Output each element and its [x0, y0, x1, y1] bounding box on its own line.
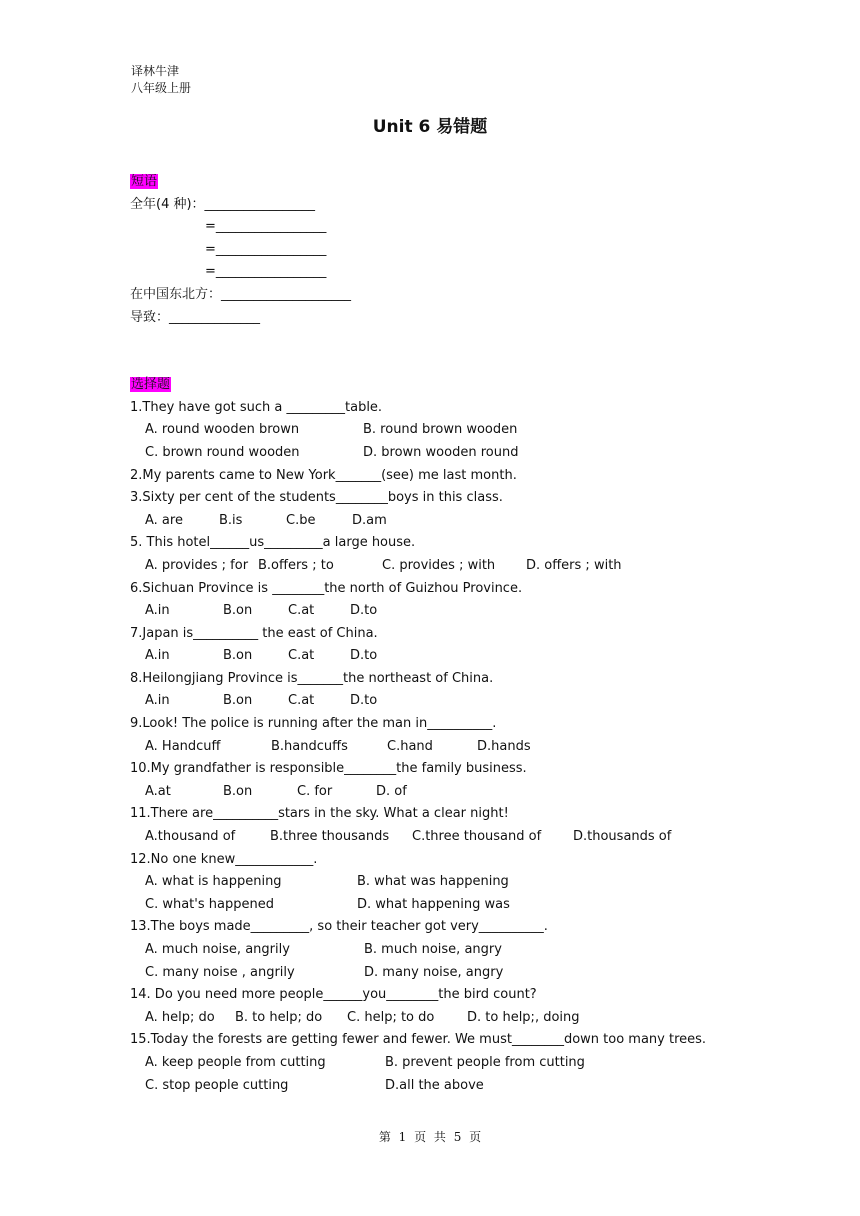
option-row — [130, 781, 810, 804]
page-footer: 第 1 页 共 5 页 — [378, 1130, 482, 1144]
answer-option: A.at — [145, 783, 171, 799]
option-row — [130, 1075, 810, 1098]
answer-option: B.on — [223, 648, 253, 664]
question-stem: 6.Sichuan Province is ________the north of Guizhou Province. — [130, 580, 523, 596]
question-stem: 1.They have got such a _________table. — [130, 399, 383, 415]
phrase-item: =_________________ — [205, 219, 327, 235]
option-row — [130, 826, 810, 849]
question-list — [130, 397, 810, 1097]
document-body — [130, 171, 810, 1097]
answer-option: A.in — [145, 603, 170, 619]
option-row — [130, 600, 810, 623]
option-row — [130, 939, 810, 962]
phrase-item: =_________________ — [205, 264, 327, 280]
choice-heading: 选择题 — [131, 377, 171, 393]
phrase-item: 全年(4 种)：_________________ — [130, 196, 316, 212]
option-row — [130, 555, 810, 578]
answer-option: C.at — [288, 603, 315, 619]
answer-option: B.on — [223, 783, 253, 799]
answer-option: B.on — [223, 603, 253, 619]
answer-option: C.at — [288, 693, 315, 709]
option-row — [130, 962, 810, 985]
question-stem: 2.My parents came to New York_______(see) me last month. — [130, 467, 517, 483]
answer-option: B. what was happening — [357, 874, 509, 890]
option-row — [130, 871, 810, 894]
answer-option: D. what happening was — [357, 896, 510, 912]
phrase-item: =_________________ — [205, 241, 327, 257]
answer-option: D.all the above — [385, 1077, 484, 1093]
answer-option: D.thousands of — [573, 829, 672, 845]
option-row — [130, 510, 810, 533]
option-row — [130, 1007, 810, 1030]
answer-option: D. to help;, doing — [467, 1009, 580, 1025]
answer-option: D. brown wooden round — [363, 444, 519, 460]
phrase-item: 在中国东北方：____________________ — [130, 286, 352, 302]
answer-option: D. offers ; with — [526, 557, 622, 573]
option-row — [130, 894, 810, 917]
answer-option: D.am — [352, 512, 387, 528]
answer-option: D.to — [350, 648, 378, 664]
phrases-heading: 短语 — [131, 174, 158, 189]
answer-option: C. what's happened — [145, 896, 274, 912]
answer-option: A. much noise, angrily — [145, 942, 290, 957]
answer-option: D. many noise, angry — [364, 964, 504, 980]
question-stem: 11.There are__________stars in the sky. What a clear night! — [130, 806, 509, 822]
option-row — [130, 1052, 810, 1075]
question-stem: 13.The boys made_________, so their teacher got very__________. — [130, 919, 548, 935]
question-stem: 7.Japan is__________ the east of China. — [130, 625, 378, 641]
answer-option: B. prevent people from cutting — [385, 1054, 585, 1070]
answer-option: C. help; to do — [347, 1009, 435, 1025]
answer-option: C.be — [286, 512, 316, 528]
answer-option: B.handcuffs — [271, 738, 348, 754]
answer-option: A. what is happening — [145, 874, 282, 890]
option-row — [130, 736, 810, 759]
answer-option: C. provides ; with — [382, 557, 496, 573]
answer-option: A. provides ; for — [145, 557, 249, 573]
option-row — [130, 419, 810, 442]
answer-option: A. round wooden brown — [145, 422, 300, 438]
answer-option: C.hand — [387, 738, 433, 754]
answer-option: B.on — [223, 693, 253, 709]
answer-option: B. round brown wooden — [363, 422, 518, 438]
answer-option: A. help; do — [145, 1009, 215, 1025]
answer-option: B. much noise, angry — [364, 942, 502, 957]
answer-option: A.in — [145, 648, 170, 664]
answer-option: C.at — [288, 648, 315, 664]
question-stem: 5. This hotel______us_________a large house. — [130, 535, 416, 551]
option-row — [130, 645, 810, 668]
answer-option: D.to — [350, 603, 378, 619]
question-stem: 15.Today the forests are getting fewer and fewer. We must________down too many trees. — [130, 1032, 707, 1048]
grade-label: 八年级上册 — [131, 81, 192, 95]
answer-option: A. Handcuff — [145, 738, 221, 754]
question-stem: 14. Do you need more people______you________the bird count? — [130, 987, 537, 1003]
answer-option: C. brown round wooden — [145, 444, 300, 460]
publisher-label: 译林牛津 — [131, 64, 180, 78]
answer-option: B.is — [219, 512, 243, 528]
question-stem: 10.My grandfather is responsible________the family business. — [130, 761, 527, 777]
option-row — [130, 442, 810, 465]
answer-option: C. stop people cutting — [145, 1077, 289, 1093]
question-stem: 12.No one knew____________. — [130, 851, 318, 867]
section-gap — [130, 329, 810, 374]
question-stem: 3.Sixty per cent of the students________boys in this class. — [130, 490, 503, 506]
answer-option: A. keep people from cutting — [145, 1054, 326, 1070]
answer-option: C. many noise , angrily — [145, 964, 295, 980]
answer-option: B.three thousands — [270, 829, 390, 845]
page-title: Unit 6 易错题 — [372, 117, 488, 137]
option-row — [130, 690, 810, 713]
answer-option: B.offers ; to — [258, 557, 334, 573]
answer-option: D.hands — [477, 738, 531, 754]
question-stem: 9.Look! The police is running after the man in__________. — [130, 716, 497, 732]
answer-option: A.in — [145, 693, 170, 709]
answer-option: C. for — [297, 783, 333, 799]
phrases-heading-line — [130, 171, 810, 194]
phrase-item: 导致：______________ — [130, 309, 261, 325]
answer-option: A. are — [145, 512, 183, 528]
answer-option: A.thousand of — [145, 829, 236, 845]
answer-option: D. of — [376, 783, 407, 799]
page-header — [131, 63, 191, 97]
question-stem: 8.Heilongjiang Province is_______the northeast of China. — [130, 670, 494, 686]
choice-heading-line — [130, 374, 810, 397]
answer-option: D.to — [350, 693, 378, 709]
answer-option: C.three thousand of — [412, 829, 542, 845]
answer-option: B. to help; do — [235, 1009, 323, 1025]
